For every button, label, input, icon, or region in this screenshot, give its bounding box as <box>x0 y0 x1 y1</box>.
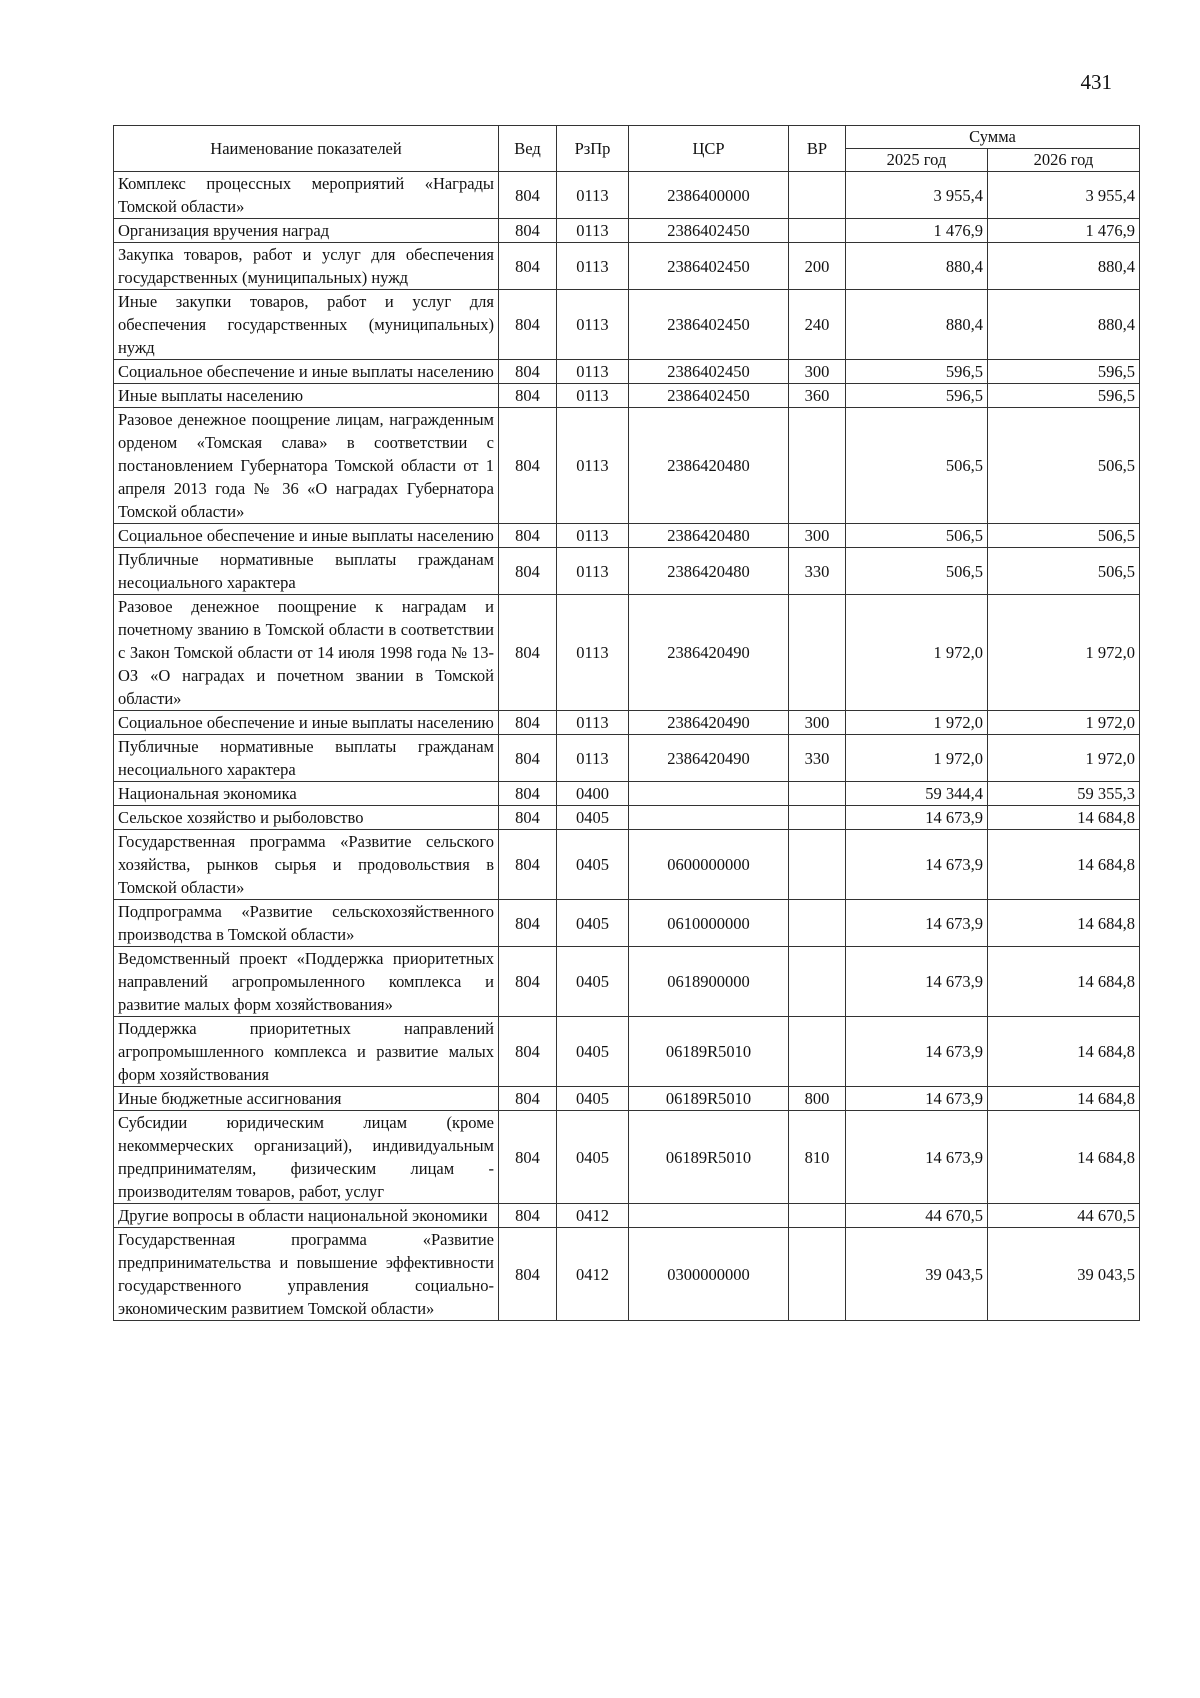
cell-ved: 804 <box>499 360 557 384</box>
cell-name: Закупка товаров, работ и услуг для обеспечения государственных (муниципальных) нужд <box>114 243 499 290</box>
table-row <box>114 806 1140 830</box>
cell-rzpr: 0113 <box>557 360 629 384</box>
cell-name: Государственная программа «Развитие сельского хозяйства, рынков сырья и продовольствия в Томской области» <box>114 830 499 900</box>
cell-csr: 2386420480 <box>629 548 789 595</box>
cell-name: Подпрограмма «Развитие сельскохозяйственного производства в Томской области» <box>114 900 499 947</box>
table-row <box>114 947 1140 1017</box>
cell-rzpr: 0113 <box>557 595 629 711</box>
cell-rzpr: 0113 <box>557 524 629 548</box>
cell-ved: 804 <box>499 524 557 548</box>
cell-rzpr: 0405 <box>557 830 629 900</box>
cell-2026: 3 955,4 <box>988 172 1140 219</box>
cell-csr: 2386420490 <box>629 711 789 735</box>
table-row <box>114 1087 1140 1111</box>
table-row <box>114 782 1140 806</box>
cell-name: Субсидии юридическим лицам (кроме некоммерческих организаций), индивидуальным предпринимателям, физическим лицам - производителям товаров, работ, услуг <box>114 1111 499 1204</box>
cell-ved: 804 <box>499 219 557 243</box>
cell-2025: 880,4 <box>846 243 988 290</box>
cell-ved: 804 <box>499 595 557 711</box>
cell-2026: 1 972,0 <box>988 711 1140 735</box>
cell-2025: 44 670,5 <box>846 1204 988 1228</box>
cell-name: Разовое денежное поощрение лицам, награжденным орденом «Томская слава» в соответствии с постановлением Губернатора Томской области от 1 апреля 2013 года № 36 «О наградах Губернатора Томской области» <box>114 408 499 524</box>
cell-name: Сельское хозяйство и рыболовство <box>114 806 499 830</box>
cell-ved: 804 <box>499 830 557 900</box>
cell-csr <box>629 1204 789 1228</box>
cell-vr <box>789 1204 846 1228</box>
cell-2026: 880,4 <box>988 290 1140 360</box>
cell-2025: 1 476,9 <box>846 219 988 243</box>
cell-csr: 2386402450 <box>629 219 789 243</box>
cell-name: Разовое денежное поощрение к наградам и почетному званию в Томской области в соответствии с Закон Томской области от 14 июля 1998 года № 13-ОЗ «О наградах и почетном звании в Томской области» <box>114 595 499 711</box>
cell-name: Ведомственный проект «Поддержка приоритетных направлений агропромыленного комплекса и развитие малых форм хозяйствования» <box>114 947 499 1017</box>
cell-2026: 880,4 <box>988 243 1140 290</box>
cell-rzpr: 0113 <box>557 384 629 408</box>
cell-csr: 0300000000 <box>629 1228 789 1321</box>
cell-csr: 06189R5010 <box>629 1017 789 1087</box>
header-sum: Сумма <box>846 126 1140 149</box>
cell-2025: 506,5 <box>846 524 988 548</box>
cell-2025: 14 673,9 <box>846 806 988 830</box>
cell-2025: 1 972,0 <box>846 735 988 782</box>
cell-vr <box>789 408 846 524</box>
cell-vr: 810 <box>789 1111 846 1204</box>
cell-ved: 804 <box>499 172 557 219</box>
cell-vr: 800 <box>789 1087 846 1111</box>
cell-ved: 804 <box>499 408 557 524</box>
table-row <box>114 830 1140 900</box>
cell-2025: 880,4 <box>846 290 988 360</box>
cell-rzpr: 0405 <box>557 806 629 830</box>
cell-2025: 3 955,4 <box>846 172 988 219</box>
header-2025: 2025 год <box>846 149 988 172</box>
cell-2026: 506,5 <box>988 548 1140 595</box>
table-row <box>114 900 1140 947</box>
cell-rzpr: 0405 <box>557 1017 629 1087</box>
header-ved: Вед <box>499 126 557 172</box>
table-row <box>114 1204 1140 1228</box>
cell-ved: 804 <box>499 806 557 830</box>
cell-rzpr: 0113 <box>557 711 629 735</box>
cell-2025: 59 344,4 <box>846 782 988 806</box>
cell-ved: 804 <box>499 243 557 290</box>
cell-vr <box>789 830 846 900</box>
cell-rzpr: 0113 <box>557 219 629 243</box>
table-row <box>114 711 1140 735</box>
table-row <box>114 735 1140 782</box>
cell-name: Поддержка приоритетных направлений агропромышленного комплекса и развитие малых форм хозяйствования <box>114 1017 499 1087</box>
table-row <box>114 1228 1140 1321</box>
cell-name: Организация вручения наград <box>114 219 499 243</box>
cell-csr <box>629 806 789 830</box>
cell-csr: 06189R5010 <box>629 1087 789 1111</box>
cell-csr: 2386402450 <box>629 360 789 384</box>
cell-2026: 506,5 <box>988 524 1140 548</box>
cell-2026: 14 684,8 <box>988 806 1140 830</box>
cell-ved: 804 <box>499 1087 557 1111</box>
cell-2026: 39 043,5 <box>988 1228 1140 1321</box>
cell-2026: 1 972,0 <box>988 735 1140 782</box>
cell-2025: 14 673,9 <box>846 830 988 900</box>
cell-2025: 14 673,9 <box>846 947 988 1017</box>
cell-name: Публичные нормативные выплаты гражданам несоциального характера <box>114 735 499 782</box>
cell-vr <box>789 900 846 947</box>
cell-rzpr: 0113 <box>557 290 629 360</box>
cell-csr: 2386402450 <box>629 243 789 290</box>
cell-2026: 14 684,8 <box>988 1017 1140 1087</box>
cell-ved: 804 <box>499 548 557 595</box>
cell-2025: 14 673,9 <box>846 900 988 947</box>
table-row <box>114 548 1140 595</box>
cell-rzpr: 0412 <box>557 1204 629 1228</box>
cell-rzpr: 0113 <box>557 172 629 219</box>
cell-2025: 506,5 <box>846 408 988 524</box>
cell-name: Иные бюджетные ассигнования <box>114 1087 499 1111</box>
cell-ved: 804 <box>499 711 557 735</box>
cell-vr: 330 <box>789 548 846 595</box>
table-row <box>114 408 1140 524</box>
header-rzpr: РзПр <box>557 126 629 172</box>
cell-name: Иные выплаты населению <box>114 384 499 408</box>
cell-name: Социальное обеспечение и иные выплаты населению <box>114 360 499 384</box>
cell-vr: 360 <box>789 384 846 408</box>
table-row <box>114 524 1140 548</box>
cell-csr: 0600000000 <box>629 830 789 900</box>
cell-2025: 39 043,5 <box>846 1228 988 1321</box>
cell-ved: 804 <box>499 735 557 782</box>
cell-ved: 804 <box>499 900 557 947</box>
cell-ved: 804 <box>499 1111 557 1204</box>
cell-2025: 506,5 <box>846 548 988 595</box>
header-csr: ЦСР <box>629 126 789 172</box>
cell-name: Национальная экономика <box>114 782 499 806</box>
cell-vr: 240 <box>789 290 846 360</box>
cell-ved: 804 <box>499 1017 557 1087</box>
table-header <box>114 126 1140 172</box>
cell-rzpr: 0405 <box>557 1087 629 1111</box>
cell-rzpr: 0412 <box>557 1228 629 1321</box>
cell-vr <box>789 806 846 830</box>
cell-2025: 14 673,9 <box>846 1087 988 1111</box>
cell-csr: 0618900000 <box>629 947 789 1017</box>
cell-vr: 300 <box>789 524 846 548</box>
cell-rzpr: 0113 <box>557 735 629 782</box>
cell-2025: 596,5 <box>846 360 988 384</box>
cell-vr <box>789 782 846 806</box>
cell-vr <box>789 219 846 243</box>
cell-2026: 506,5 <box>988 408 1140 524</box>
cell-rzpr: 0405 <box>557 947 629 1017</box>
cell-vr <box>789 172 846 219</box>
cell-2025: 1 972,0 <box>846 595 988 711</box>
cell-name: Социальное обеспечение и иные выплаты населению <box>114 524 499 548</box>
cell-csr: 2386420490 <box>629 595 789 711</box>
cell-csr: 2386420480 <box>629 524 789 548</box>
table-row <box>114 360 1140 384</box>
cell-csr: 06189R5010 <box>629 1111 789 1204</box>
cell-vr: 330 <box>789 735 846 782</box>
cell-2026: 14 684,8 <box>988 900 1140 947</box>
table-row <box>114 243 1140 290</box>
cell-2026: 59 355,3 <box>988 782 1140 806</box>
cell-name: Другие вопросы в области национальной экономики <box>114 1204 499 1228</box>
table-row <box>114 1111 1140 1204</box>
page-number: 431 <box>1080 70 1112 94</box>
cell-2025: 14 673,9 <box>846 1017 988 1087</box>
cell-csr: 2386420480 <box>629 408 789 524</box>
cell-2026: 596,5 <box>988 384 1140 408</box>
cell-vr <box>789 595 846 711</box>
cell-ved: 804 <box>499 947 557 1017</box>
budget-table <box>113 125 1140 1321</box>
cell-rzpr: 0405 <box>557 1111 629 1204</box>
cell-2025: 14 673,9 <box>846 1111 988 1204</box>
table-row <box>114 384 1140 408</box>
cell-ved: 804 <box>499 1228 557 1321</box>
cell-csr: 2386402450 <box>629 384 789 408</box>
cell-name: Публичные нормативные выплаты гражданам несоциального характера <box>114 548 499 595</box>
cell-2026: 14 684,8 <box>988 1111 1140 1204</box>
cell-vr <box>789 947 846 1017</box>
cell-vr: 200 <box>789 243 846 290</box>
cell-vr: 300 <box>789 711 846 735</box>
cell-csr: 2386402450 <box>629 290 789 360</box>
cell-2026: 14 684,8 <box>988 1087 1140 1111</box>
cell-2025: 1 972,0 <box>846 711 988 735</box>
cell-ved: 804 <box>499 384 557 408</box>
table-body <box>114 172 1140 1321</box>
cell-csr: 2386400000 <box>629 172 789 219</box>
cell-rzpr: 0113 <box>557 408 629 524</box>
cell-vr <box>789 1228 846 1321</box>
table-row <box>114 290 1140 360</box>
cell-2026: 596,5 <box>988 360 1140 384</box>
header-vr: ВР <box>789 126 846 172</box>
cell-2026: 44 670,5 <box>988 1204 1140 1228</box>
cell-vr: 300 <box>789 360 846 384</box>
cell-2026: 14 684,8 <box>988 947 1140 1017</box>
cell-csr: 2386420490 <box>629 735 789 782</box>
cell-rzpr: 0405 <box>557 900 629 947</box>
cell-2026: 1 476,9 <box>988 219 1140 243</box>
cell-ved: 804 <box>499 782 557 806</box>
table-row <box>114 595 1140 711</box>
cell-rzpr: 0113 <box>557 243 629 290</box>
cell-2026: 1 972,0 <box>988 595 1140 711</box>
header-2026: 2026 год <box>988 149 1140 172</box>
table-row <box>114 219 1140 243</box>
table-row <box>114 1017 1140 1087</box>
cell-rzpr: 0113 <box>557 548 629 595</box>
cell-ved: 804 <box>499 290 557 360</box>
cell-name: Комплекс процессных мероприятий «Награды Томской области» <box>114 172 499 219</box>
cell-name: Социальное обеспечение и иные выплаты населению <box>114 711 499 735</box>
cell-rzpr: 0400 <box>557 782 629 806</box>
cell-vr <box>789 1017 846 1087</box>
cell-csr: 0610000000 <box>629 900 789 947</box>
table-row <box>114 172 1140 219</box>
cell-csr <box>629 782 789 806</box>
header-name: Наименование показателей <box>114 126 499 172</box>
cell-name: Иные закупки товаров, работ и услуг для обеспечения государственных (муниципальных) нужд <box>114 290 499 360</box>
cell-2026: 14 684,8 <box>988 830 1140 900</box>
cell-2025: 596,5 <box>846 384 988 408</box>
cell-ved: 804 <box>499 1204 557 1228</box>
cell-name: Государственная программа «Развитие предпринимательства и повышение эффективности государственного управления социально-экономическим развитием Томской области» <box>114 1228 499 1321</box>
